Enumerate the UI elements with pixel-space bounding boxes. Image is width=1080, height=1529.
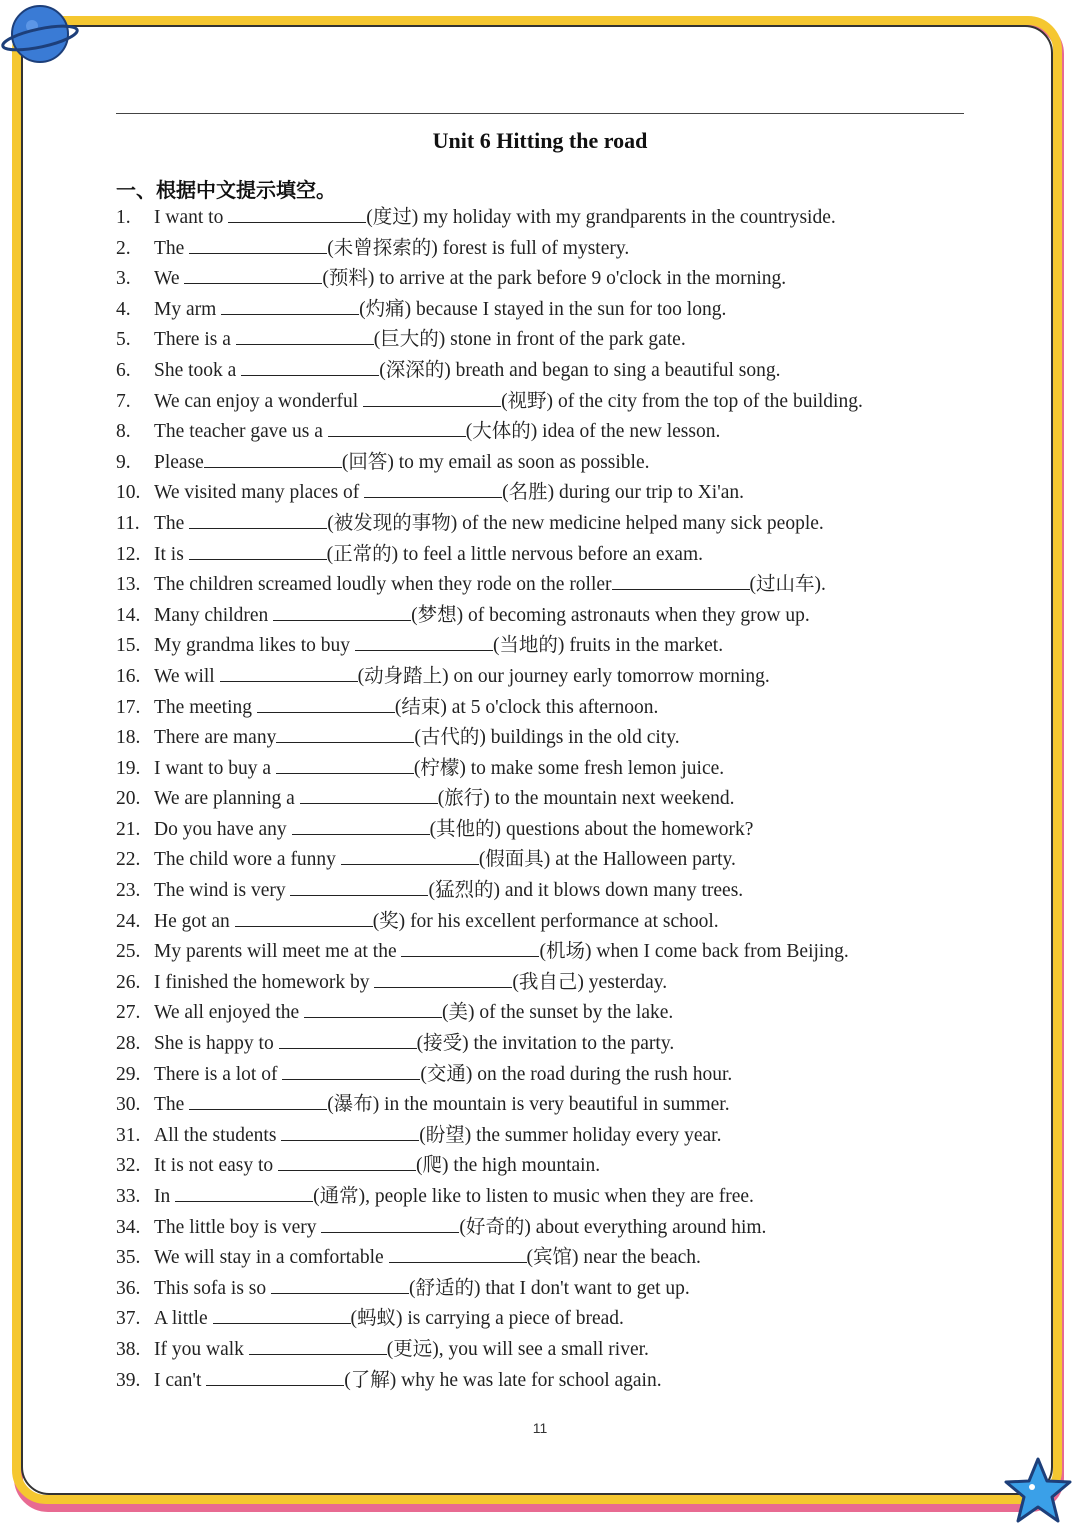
sentence-start: I finished the homework by <box>154 971 375 993</box>
header-rule <box>116 113 964 114</box>
exercise-sentence <box>154 815 753 846</box>
answer-blank[interactable] <box>304 999 442 1018</box>
exercise-sentence <box>154 693 658 724</box>
item-number: 18. <box>116 727 141 749</box>
item-number: 5. <box>116 329 131 351</box>
exercise-item <box>116 1060 976 1091</box>
answer-blank[interactable] <box>189 510 327 529</box>
sentence-start: It is not easy to <box>154 1155 279 1177</box>
sentence-start: The <box>154 237 190 259</box>
exercise-sentence <box>154 1121 721 1152</box>
answer-blank[interactable] <box>281 1122 419 1141</box>
answer-blank[interactable] <box>389 1244 527 1263</box>
sentence-end: on our journey early tomorrow morning. <box>448 665 770 687</box>
sentence-start: She took a <box>154 359 242 381</box>
exercise-item <box>116 1090 976 1121</box>
answer-blank[interactable] <box>276 724 414 743</box>
item-number: 20. <box>116 788 141 810</box>
chinese-hint: (通常) <box>313 1186 366 1207</box>
sentence-start: The wind is very <box>154 880 291 902</box>
chinese-hint: (蚂蚁) <box>350 1308 403 1330</box>
answer-blank[interactable] <box>249 1336 387 1355</box>
chinese-hint: (结束) <box>394 696 447 718</box>
item-number: 36. <box>116 1277 141 1299</box>
item-number: 29. <box>116 1063 141 1085</box>
exercise-item <box>116 723 976 754</box>
sentence-end: yesterday. <box>583 971 668 993</box>
page-number: 11 <box>532 1420 548 1436</box>
chinese-hint: (被发现的事物) <box>327 512 458 534</box>
sentence-end: , people like to listen to music when they are free. <box>365 1186 754 1207</box>
exercise-item <box>116 1213 976 1244</box>
sentence-start: My arm <box>154 298 222 320</box>
exercise-sentence <box>154 234 629 265</box>
sentence-start: Many children <box>154 604 274 626</box>
exercise-sentence <box>154 1304 624 1335</box>
chinese-hint: (回答) <box>341 451 394 473</box>
sentence-end: the high mountain. <box>448 1155 601 1177</box>
answer-blank[interactable] <box>220 663 358 682</box>
exercise-item <box>116 1121 976 1152</box>
sentence-start: I want to <box>154 207 229 228</box>
item-number: 13. <box>116 574 141 596</box>
exercise-sentence <box>154 1029 674 1060</box>
item-number: 39. <box>116 1369 141 1391</box>
exercise-item <box>116 1029 976 1060</box>
item-number: 38. <box>116 1338 141 1360</box>
sentence-end: near the beach. <box>578 1247 701 1269</box>
exercise-sentence <box>154 662 770 693</box>
chinese-hint: (宾馆) <box>526 1247 579 1269</box>
exercise-sentence <box>154 784 734 815</box>
answer-blank[interactable] <box>273 602 411 621</box>
sentence-end: buildings in the old city. <box>485 727 680 749</box>
exercise-sentence <box>154 601 810 632</box>
answer-blank[interactable] <box>363 388 501 407</box>
sentence-start: We visited many places of <box>154 482 365 504</box>
exercise-item <box>116 601 976 632</box>
sentence-start: I want to buy a <box>154 757 276 779</box>
sentence-end: the summer holiday every year. <box>471 1124 722 1146</box>
chinese-hint: (了解) <box>344 1369 397 1391</box>
sentence-start: My grandma likes to buy <box>154 635 355 657</box>
exercise-item <box>116 1151 976 1182</box>
answer-blank[interactable] <box>341 846 479 865</box>
chinese-hint: (柠檬) <box>413 757 466 779</box>
exercise-item <box>116 1274 976 1305</box>
exercise-sentence <box>154 264 786 295</box>
chinese-hint: (假面具) <box>478 849 551 871</box>
answer-blank[interactable] <box>292 816 430 835</box>
item-number: 27. <box>116 1002 141 1024</box>
answer-blank[interactable] <box>235 908 373 927</box>
sentence-end: , you will see a small river. <box>438 1338 649 1360</box>
sentence-start: There is a <box>154 329 236 351</box>
item-number: 11. <box>116 512 140 534</box>
item-number: 35. <box>116 1247 141 1269</box>
exercise-sentence <box>154 907 719 938</box>
item-number: 9. <box>116 451 131 473</box>
sentence-end: at 5 o'clock this afternoon. <box>446 696 659 718</box>
exercise-sentence <box>154 1274 690 1305</box>
sentence-end: of becoming astronauts when they grow up. <box>463 604 810 626</box>
star-icon <box>1002 1455 1074 1527</box>
sentence-start: If you walk <box>154 1338 249 1360</box>
item-number: 28. <box>116 1033 141 1055</box>
sentence-end: on the road during the rush hour. <box>472 1063 733 1085</box>
item-number: 21. <box>116 818 141 840</box>
item-number: 34. <box>116 1216 141 1238</box>
answer-blank[interactable] <box>328 418 466 437</box>
chinese-hint: (未曾探索的) <box>327 237 438 259</box>
exercise-item <box>116 784 976 815</box>
chinese-hint: (古代的) <box>414 727 486 749</box>
sentence-end: the invitation to the party. <box>468 1033 675 1055</box>
sentence-start: I can't <box>154 1369 207 1391</box>
sentence-start: This sofa is so <box>154 1277 271 1299</box>
sentence-start: The <box>154 1094 190 1116</box>
exercise-sentence <box>154 1366 662 1397</box>
sentence-end: for his excellent performance at school. <box>405 910 719 932</box>
item-number: 2. <box>116 237 131 259</box>
item-number: 6. <box>116 359 131 381</box>
sentence-start: The meeting <box>154 696 257 718</box>
sentence-end: and it blows down many trees. <box>499 880 744 902</box>
exercise-item <box>116 754 976 785</box>
sentence-start: The <box>154 512 190 534</box>
exercise-item <box>116 815 976 846</box>
exercise-sentence <box>154 1182 754 1213</box>
sentence-start: We all enjoyed the <box>154 1002 305 1024</box>
exercise-sentence <box>154 417 720 448</box>
exercise-item <box>116 876 976 907</box>
answer-blank[interactable] <box>300 785 438 804</box>
chinese-hint: (灼痛) <box>359 298 412 320</box>
chinese-hint: (旅行) <box>437 788 490 810</box>
sentence-end: stone in front of the park gate. <box>445 329 686 351</box>
sentence-end: questions about the homework? <box>501 818 754 840</box>
sentence-end: . <box>821 574 826 596</box>
sentence-start: There are many <box>154 727 277 749</box>
item-number: 12. <box>116 543 141 565</box>
chinese-hint: (猛烈的) <box>428 880 500 902</box>
answer-blank[interactable] <box>374 969 512 988</box>
chinese-hint: (盼望) <box>419 1124 472 1146</box>
planet-icon <box>0 0 80 70</box>
item-number: 23. <box>116 880 141 902</box>
answer-blank[interactable] <box>228 204 366 223</box>
chinese-hint: (视野) <box>501 390 554 412</box>
exercise-sentence <box>154 1060 732 1091</box>
exercise-item <box>116 693 976 724</box>
answer-blank[interactable] <box>355 632 493 651</box>
item-number: 10. <box>116 482 141 504</box>
exercise-item <box>116 662 976 693</box>
chinese-hint: (交通) <box>420 1063 473 1085</box>
chinese-hint: (名胜) <box>502 482 555 504</box>
exercise-sentence <box>154 1151 600 1182</box>
sentence-end: that I don't want to get up. <box>480 1277 690 1299</box>
exercise-sentence <box>154 478 744 509</box>
item-number: 25. <box>116 941 141 963</box>
chinese-hint: (过山车) <box>749 574 822 596</box>
sentence-start: We can enjoy a wonderful <box>154 390 364 412</box>
exercise-item <box>116 1366 976 1397</box>
exercise-item <box>116 570 976 601</box>
exercise-item <box>116 417 976 448</box>
sentence-end: to make some fresh lemon juice. <box>465 757 725 779</box>
sentence-end: of the sunset by the lake. <box>474 1002 674 1024</box>
sentence-start: There is a lot of <box>154 1063 283 1085</box>
sentence-start: In <box>154 1186 176 1207</box>
page-title: Unit 6 Hitting the road <box>432 128 648 153</box>
exercise-item <box>116 937 976 968</box>
sentence-end: at the Halloween party. <box>550 849 736 871</box>
chinese-hint: (深深的) <box>379 359 451 381</box>
exercise-sentence <box>154 448 649 479</box>
sentence-end: why he was late for school again. <box>396 1369 662 1391</box>
chinese-hint: (度过) <box>366 207 419 228</box>
answer-blank[interactable] <box>204 449 342 468</box>
chinese-hint: (大体的) <box>465 421 538 443</box>
answer-blank[interactable] <box>612 571 750 590</box>
exercise-item <box>116 295 976 326</box>
chinese-hint: (正常的) <box>326 543 399 565</box>
item-number: 24. <box>116 910 141 932</box>
answer-blank[interactable] <box>213 1305 351 1324</box>
answer-blank[interactable] <box>189 1091 327 1110</box>
exercise-item <box>116 448 976 479</box>
item-number: 30. <box>116 1094 141 1116</box>
exercise-list <box>116 203 976 1396</box>
exercise-sentence <box>154 1090 730 1121</box>
exercise-sentence <box>154 570 826 601</box>
exercise-sentence <box>154 968 667 999</box>
answer-blank[interactable] <box>321 1214 459 1233</box>
sentence-start: Do you have any <box>154 818 292 840</box>
sentence-start: All the students <box>154 1124 282 1146</box>
item-number: 33. <box>116 1186 141 1207</box>
sentence-end: to the mountain next weekend. <box>489 788 735 810</box>
sentence-end: breath and began to sing a beautiful song. <box>450 359 781 381</box>
answer-blank[interactable] <box>278 1152 416 1171</box>
exercise-sentence <box>154 295 726 326</box>
exercise-item <box>116 540 976 571</box>
exercise-item <box>116 325 976 356</box>
sentence-start: The child wore a funny <box>154 849 341 871</box>
sentence-end: to my email as soon as possible. <box>393 451 650 473</box>
answer-blank[interactable] <box>189 541 327 560</box>
answer-blank[interactable] <box>290 877 428 896</box>
exercise-sentence <box>154 356 781 387</box>
sentence-start: A little <box>154 1308 213 1330</box>
item-number: 16. <box>116 665 141 687</box>
exercise-sentence <box>154 387 863 418</box>
chinese-hint: (我自己) <box>512 971 584 993</box>
item-number: 26. <box>116 971 141 993</box>
sentence-start: We will stay in a comfortable <box>154 1247 389 1269</box>
answer-blank[interactable] <box>279 1030 417 1049</box>
sentence-end: of the city from the top of the building. <box>553 390 863 412</box>
sentence-end: about everything around him. <box>530 1216 767 1238</box>
sentence-start: She is happy to <box>154 1033 279 1055</box>
exercise-sentence <box>154 723 680 754</box>
item-number: 14. <box>116 604 141 626</box>
exercise-item <box>116 1335 976 1366</box>
sentence-end: in the mountain is very beautiful in summer. <box>379 1094 730 1116</box>
exercise-item <box>116 968 976 999</box>
chinese-hint: (预料) <box>322 268 375 290</box>
item-number: 32. <box>116 1155 141 1177</box>
exercise-item <box>116 998 976 1029</box>
sentence-end: during our trip to Xi'an. <box>554 482 744 504</box>
chinese-hint: (好奇的) <box>459 1216 531 1238</box>
item-number: 7. <box>116 390 131 412</box>
exercise-sentence <box>154 509 824 540</box>
item-number: 37. <box>116 1308 141 1330</box>
exercise-item <box>116 264 976 295</box>
chinese-hint: (接受) <box>416 1033 469 1055</box>
answer-blank[interactable] <box>276 755 414 774</box>
sentence-end: is carrying a piece of bread. <box>402 1308 624 1330</box>
answer-blank[interactable] <box>271 1275 409 1294</box>
chinese-hint: (当地的) <box>492 635 565 657</box>
answer-blank[interactable] <box>184 265 322 284</box>
exercise-sentence <box>154 754 724 785</box>
chinese-hint: (舒适的) <box>409 1277 481 1299</box>
item-number: 8. <box>116 421 131 443</box>
exercise-item <box>116 234 976 265</box>
sentence-start: The little boy is very <box>154 1216 322 1238</box>
sentence-end: idea of the new lesson. <box>537 421 721 443</box>
exercise-sentence <box>154 631 723 662</box>
exercise-sentence <box>154 845 736 876</box>
sentence-end: when I come back from Beijing. <box>591 941 849 963</box>
sentence-end: fruits in the market. <box>564 635 724 657</box>
sentence-end: to feel a little nervous before an exam. <box>398 543 704 565</box>
chinese-hint: (更远) <box>386 1338 439 1360</box>
answer-blank[interactable] <box>282 1061 420 1080</box>
answer-blank[interactable] <box>189 235 327 254</box>
exercise-item <box>116 478 976 509</box>
exercise-item <box>116 387 976 418</box>
exercise-item <box>116 907 976 938</box>
sentence-end: because I stayed in the sun for too long. <box>411 298 727 320</box>
item-number: 22. <box>116 849 141 871</box>
exercise-sentence <box>154 540 703 571</box>
exercise-item <box>116 1304 976 1335</box>
chinese-hint: (机场) <box>539 941 592 963</box>
exercise-item <box>116 845 976 876</box>
exercise-item <box>116 356 976 387</box>
exercise-sentence <box>154 1243 701 1274</box>
answer-blank[interactable] <box>401 938 539 957</box>
section-heading: 一、根据中文提示填空。 <box>116 178 336 202</box>
chinese-hint: (美) <box>442 1002 475 1024</box>
sentence-start: The teacher gave us a <box>154 421 328 443</box>
exercise-sentence <box>154 325 686 356</box>
sentence-end: of the new medicine helped many sick people. <box>457 512 824 534</box>
item-number: 31. <box>116 1124 141 1146</box>
exercise-item <box>116 1182 976 1213</box>
chinese-hint: (奖) <box>372 910 406 932</box>
sentence-end: to arrive at the park before 9 o'clock in the morning. <box>374 268 787 290</box>
chinese-hint: (动身踏上) <box>357 665 449 687</box>
exercise-item <box>116 203 976 234</box>
item-number: 19. <box>116 757 141 779</box>
chinese-hint: (瀑布) <box>327 1094 380 1116</box>
answer-blank[interactable] <box>206 1367 344 1386</box>
exercise-sentence <box>154 876 743 907</box>
sentence-end: forest is full of mystery. <box>437 237 630 259</box>
sentence-start: Please <box>154 451 204 473</box>
sentence-start: My parents will meet me at the <box>154 941 402 963</box>
exercise-sentence <box>154 1213 766 1244</box>
item-number: 15. <box>116 635 141 657</box>
exercise-sentence <box>154 1335 649 1366</box>
sentence-start: It is <box>154 543 189 565</box>
item-number: 17. <box>116 696 141 718</box>
exercise-item <box>116 509 976 540</box>
item-number: 3. <box>116 268 131 290</box>
sentence-end: my holiday with my grandparents in the countryside. <box>418 207 836 228</box>
answer-blank[interactable] <box>241 357 379 376</box>
exercise-item <box>116 631 976 662</box>
sentence-start: The children screamed loudly when they rode on the roller <box>154 574 612 596</box>
item-number: 1. <box>116 207 131 228</box>
exercise-sentence <box>154 203 836 234</box>
exercise-sentence <box>154 937 849 968</box>
sentence-start: We <box>154 268 185 290</box>
item-number: 4. <box>116 298 131 320</box>
sentence-start: We will <box>154 665 220 687</box>
sentence-start: We are planning a <box>154 788 300 810</box>
answer-blank[interactable] <box>175 1183 313 1202</box>
chinese-hint: (巨大的) <box>373 329 446 351</box>
answer-blank[interactable] <box>236 326 374 345</box>
chinese-hint: (爬) <box>416 1155 449 1177</box>
sentence-start: He got an <box>154 910 235 932</box>
answer-blank[interactable] <box>257 694 395 713</box>
answer-blank[interactable] <box>364 479 502 498</box>
answer-blank[interactable] <box>221 296 359 315</box>
exercise-sentence <box>154 998 673 1029</box>
chinese-hint: (梦想) <box>411 604 464 626</box>
chinese-hint: (其他的) <box>429 818 502 840</box>
exercise-item <box>116 1243 976 1274</box>
